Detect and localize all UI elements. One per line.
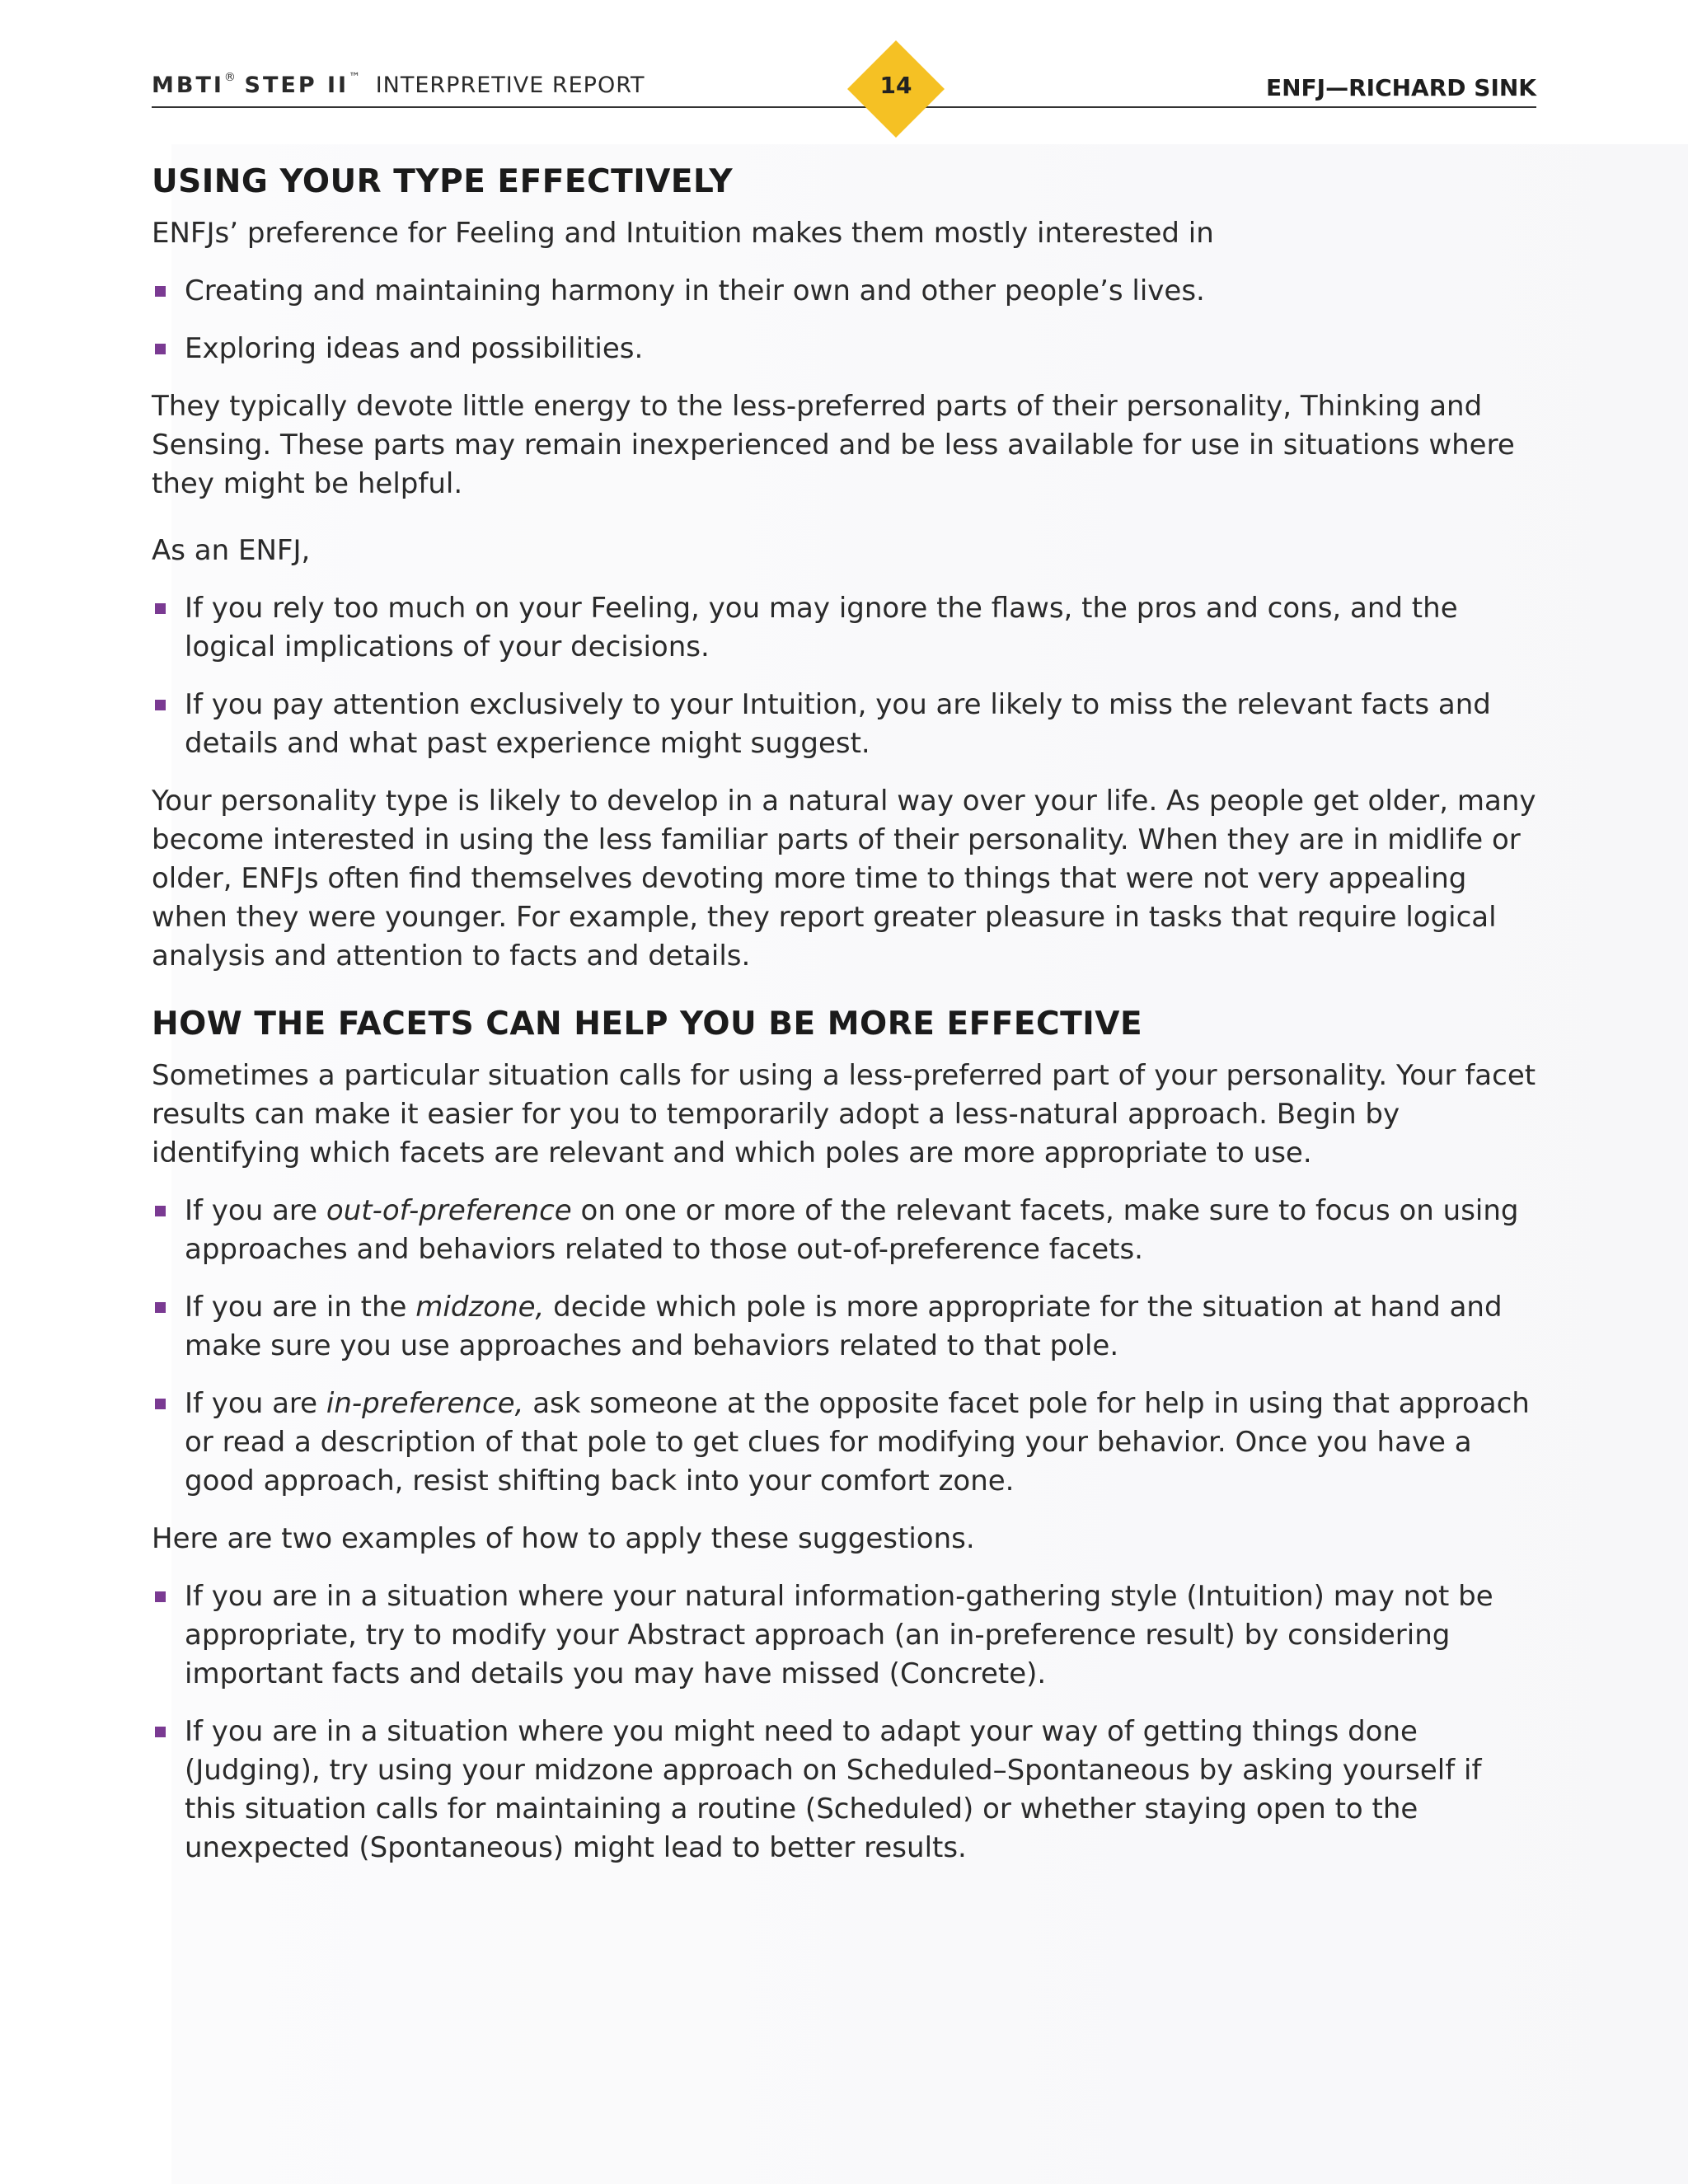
page-header: [152, 0, 1536, 148]
list-item: Exploring ideas and possibilities.: [152, 330, 1536, 368]
report-subtitle: INTERPRETIVE REPORT: [375, 73, 645, 98]
section-heading-facets: HOW THE FACETS CAN HELP YOU BE MORE EFFECTIVE: [152, 1005, 1143, 1043]
report-for: ENFJ—RICHARD SINK: [1265, 74, 1536, 101]
page-content: [152, 155, 1536, 1886]
list-item: If you are out-of-preference on one or more of the relevant facets, make sure to focus on using approaches and behaviors related to those out-of-preference facets.: [152, 1192, 1536, 1269]
square-bullet-icon: [155, 700, 166, 710]
interests-list: [152, 272, 1536, 368]
square-bullet-icon: [155, 344, 166, 354]
square-bullet-icon: [155, 1727, 166, 1737]
risks-list: [152, 589, 1536, 763]
registered-mark: ®: [223, 71, 237, 84]
brand-step: STEP II: [244, 73, 349, 98]
square-bullet-icon: [155, 1302, 166, 1313]
list-item: If you are in the midzone, decide which pole is more appropriate for the situation at hand and make sure you use approaches and behaviors related to that pole.: [152, 1288, 1536, 1366]
list-item: If you are in a situation where your natural information-gathering style (Intuition) may not be appropriate, try to modify your Abstract approach (an in-preference result) by considering important facts and details you may have missed (Concrete).: [152, 1577, 1536, 1694]
square-bullet-icon: [155, 286, 166, 297]
section-heading-using-type: USING YOUR TYPE EFFECTIVELY: [152, 163, 734, 200]
list-item: If you rely too much on your Feeling, you may ignore the flaws, the pros and cons, and the logical implications of your decisions.: [152, 589, 1536, 667]
list-item: If you pay attention exclusively to your Intuition, you are likely to miss the relevant facts and details and what past experience might suggest.: [152, 686, 1536, 763]
section2-intro: Sometimes a particular situation calls for using a less-preferred part of your personality. Your facet results can make it easier for you to temporarily adopt a less-natural approach. Begin by identifying which facets are relevant and which poles are more appropriate to use.: [152, 1059, 1536, 1169]
trademark-mark: ™: [349, 71, 362, 84]
list-item: If you are in a situation where you might need to adapt your way of getting things done (Judging), try using your midzone approach on Scheduled–Spontaneous by asking yourself if this situation calls for maintaining a routine (Scheduled) or whether staying open to the unexpected (Spontaneous) might lead to better results.: [152, 1713, 1536, 1868]
tips-list: [152, 1192, 1536, 1501]
square-bullet-icon: [155, 1591, 166, 1602]
header-divider: [152, 106, 1536, 108]
page-number: 14: [879, 72, 912, 99]
square-bullet-icon: [155, 1399, 166, 1409]
examples-intro: Here are two examples of how to apply these suggestions.: [152, 1522, 975, 1555]
report-title: [152, 73, 645, 98]
section1-development-paragraph: Your personality type is likely to develop in a natural way over your life. As people get older, many become interested in using the less familiar parts of their personality. When they are in midlife or older, ENFJs often find themselves devoting more time to things that were not very appealing when they were younger. For example, they report greater pleasure in tasks that require logical analysis and attention to facts and details.: [152, 785, 1536, 972]
square-bullet-icon: [155, 603, 166, 614]
list-item: Creating and maintaining harmony in their own and other people’s lives.: [152, 272, 1536, 311]
section1-intro: ENFJs’ preference for Feeling and Intuition makes them mostly interested in: [152, 217, 1214, 250]
list-item: If you are in-preference, ask someone at the opposite facet pole for help in using that approach or read a description of that pole to get clues for modifying your behavior. Once you have a good approach, resist shifting back into your comfort zone.: [152, 1385, 1536, 1501]
section1-paragraph: They typically devote little energy to the less-preferred parts of their personality, Thinking and Sensing. These parts may remain inexperienced and be less available for use in situations where they might be helpful.: [152, 390, 1515, 500]
examples-list: [152, 1577, 1536, 1868]
brand-mbti: MBTI: [152, 73, 224, 98]
square-bullet-icon: [155, 1206, 166, 1216]
as-an-enfj: As an ENFJ,: [152, 534, 311, 567]
page-number-badge: [847, 40, 945, 138]
